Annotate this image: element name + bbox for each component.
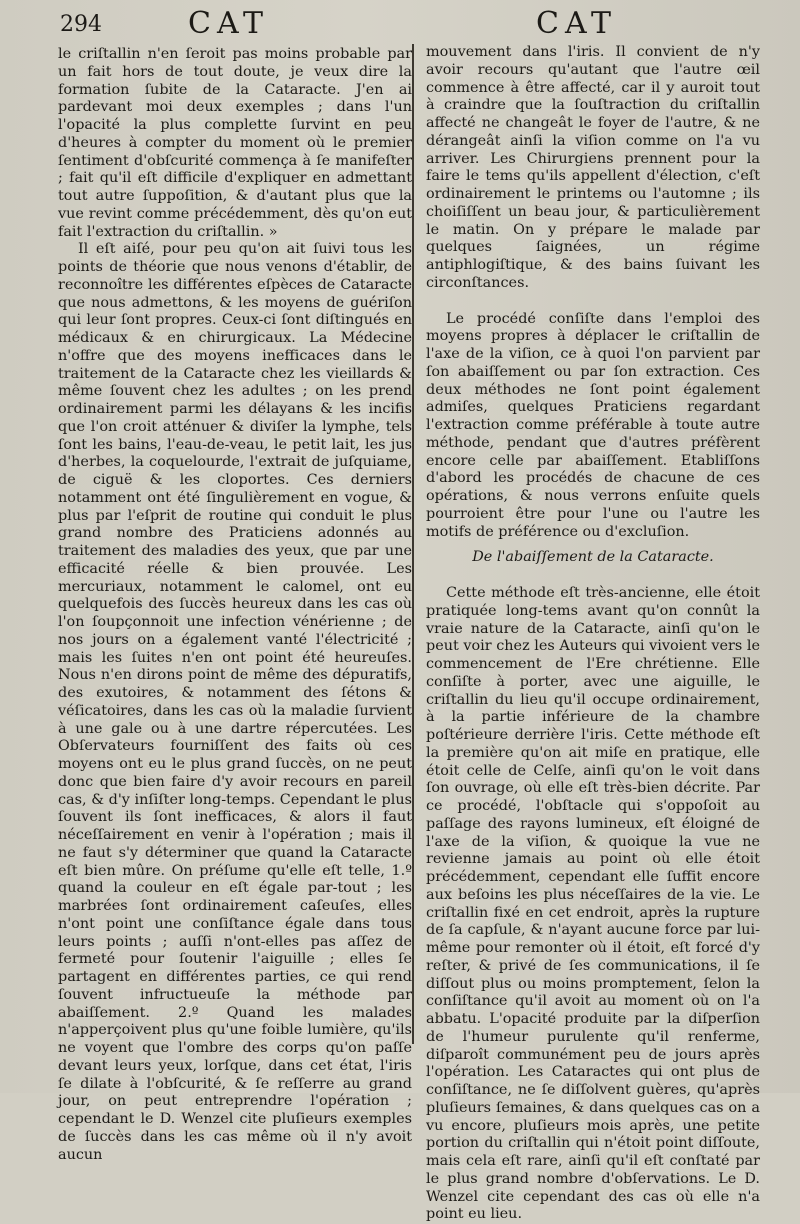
running-head-right: CAT (536, 6, 617, 41)
paragraph: le criſtallin n'en ſeroit pas moins probable par un fait hors de tout doute, je veux dire la formation ſubite de la Cataracte. J'en ai pardevant moi deux exemples ; dans l'un l'opacité la plus complette ſurvint en peu d'heures à compter du moment où le premier ſentiment d'obſcurité commença à ſe manifeſter ; fait qu'il eſt difficile d'expliquer en admettant tout autre ſuppoſition, & d'autant plus que la vue revint comme précédemment, dès qu'on eut fait l'extraction du criſtallin. » (58, 46, 412, 240)
spacer (426, 293, 760, 311)
right-column (426, 44, 760, 1224)
paragraph: Cette méthode eſt très-ancienne, elle étoit pratiquée long-tems avant qu'on connût la vraie nature de la Cataracte, ainſi qu'on le peut voir chez les Auteurs qui vivoient vers le commencement de l'Ere chrétienne. Elle conſiſte à porter, avec une aiguille, le criſtallin du lieu qu'il occupe ordinairement, à la partie inférieure de la chambre poſtérieure derrière l'iris. Cette méthode eſt la première qu'on ait miſe en pratique, elle étoit celle de Celſe, ainſi qu'on le voit dans ſon ouvrage, où elle eſt très-bien décrite. Par ce procédé, l'obſtacle qui s'oppoſoit au paſſage des rayons lumineux, eſt éloigné de l'axe de la viſion, & quoique la vue ne revienne jamais au point où elle étoit précédemment, cependant elle ſuffit encore aux beſoins les plus néceſſaires de la vie. Le criſtallin fixé en cet endroit, après la rupture de ſa capſule, & n'ayant aucune force par lui-même pour remonter où il étoit, eſt forcé d'y reſter, & privé de ſes communications, il ſe diſſout plus ou moins promptement, ſelon la conſiſtance qu'il avoit au moment où on l'a abbatu. L'opacité produite par la diſperſion de l'humeur purulente qu'il renferme, diſparoît communément peu de jours après l'opération. Les Cataractes qui ont plus de conſiſtance, ne ſe diſſolvent guères, qu'après pluſieurs ſemaines, & dans quelques cas on a vu encore, pluſieurs mois après, une petite portion du criſtallin qui n'étoit point diſſoute, mais cela eſt rare, ainſi qu'il eſt conſtaté par le plus grand nombre d'obſervations. Le D. Wenzel cite cependant des cas où elle n'a point eu lieu. (426, 585, 760, 1223)
section-title: De l'abaiſſement de la Cataracte. (472, 549, 714, 566)
left-column (58, 46, 412, 1164)
running-head-left: CAT (188, 6, 269, 41)
paragraph: Le procédé conſiſte dans l'emploi des moyens propres à déplacer le criſtallin de l'axe de la viſion, ce à quoi l'on parvient par ſon abaiſſement ou par ſon extraction. Ces deux méthodes ne ſont point également admiſes, quelques Praticiens regardant l'extraction comme préférable à toute autre méthode, pendant que d'autres préfèrent encore celle par abaiſſement. Etabliſſons d'abord les procédés de chacune de ces opérations, & nous verrons enſuite quels pourroient être pour l'une ou l'autre les motifs de préférence ou d'excluſion. (426, 310, 760, 540)
paragraph: Il eſt aiſé, pour peu qu'on ait ſuivi tous les points de théorie que nous venons d'établir, de reconnoître les différentes eſpèces de Cataracte que nous admettons, & les moyens de guériſon qui leur ſont propres. Ceux-ci ſont diſtingués en médicaux & en chirurgicaux. La Médecine n'offre que des moyens inefficaces dans le traitement de la Cataracte chez les vieillards & même ſouvent chez les adultes ; on les prend ordinairement parmi les délayans & les incifis que l'on croit atténuer & diviſer la lymphe, tels ſont les bains, l'eau-de-veau, le petit lait, les jus d'herbes, la coquelourde, l'extrait de juſquiame, de ciguë & les cloportes. Ces derniers notamment ont été ſingulièrement en vogue, & plus par l'eſprit de routine qui conduit le plus grand nombre des Praticiens adonnés au traitement des maladies des yeux, que par une efficacité réelle & bien prouvée. Les mercuriaux, notamment le calomel, ont eu quelquefois des ſuccès heureux dans les cas où l'on ſoupçonnoit une infection vénérienne ; de nos jours on a également vanté l'électricité ; mais les ſuites n'en ont point été heureuſes. Nous n'en dirons point de même des dépuratifs, des exutoires, & notamment des ſétons & véſicatoires, dans les cas où la maladie ſurvient à une gale ou à une dartre répercutées. Les Obſervateurs fourniſſent des faits où ces moyens ont eu le plus grand ſuccès, on ne peut donc que bien faire d'y avoir recours en pareil cas, & d'y inſiſter long-temps. Cependant le plus ſouvent ils ſont inefficaces, & alors il faut néceſſairement en venir à l'opération ; mais il ne faut s'y déterminer que quand la Cataracte eſt bien mûre. On préſume qu'elle eſt telle, 1.º quand la couleur en eſt égale par-tout ; les marbrées ſont ordinairement caſeuſes, elles n'ont point une conſiſtance égale dans tous leurs points ; auſſi n'ont-elles pas aſſez de fermeté pour ſoutenir l'aiguille ; elles ſe partagent en différentes parties, ce qui rend ſouvent infructueuſe la méthode par abaiſſement. 2.º Quand les malades n'apperçoivent plus qu'une foible lumière, qu'ils ne voyent que l'ombre des corps qu'on paſſe devant leurs yeux, lorſque, dans cet état, l'iris ſe dilate à l'obſcurité, & ſe reſſerre au grand jour, on peut entreprendre l'opération ; cependant le D. Wenzel cite pluſieurs exemples de ſuccès dans les cas même où il n'y avoit aucun (58, 241, 412, 1163)
column-divider (412, 44, 414, 1044)
page-header (0, 6, 800, 42)
paragraph: mouvement dans l'iris. Il convient de n'y avoir recours qu'autant que l'autre œil commence à être affecté, car il y auroit tout à craindre que la ſouſtraction du criſtallin affecté ne changeât le foyer de l'autre, & ne dérangeât ainſi la viſion comme on l'a vu arriver. Les Chirurgiens prennent pour la faire le tems qu'ils appellent d'élection, c'eſt ordinairement le printems ou l'automne ; ils choiſiſſent un beau jour, & particulièrement le matin. On y prépare le malade par quelques ſaignées, un régime antiphlogiſtique, & des bains ſuivant les circonſtances. (426, 44, 760, 291)
page-number: 294 (60, 12, 102, 37)
